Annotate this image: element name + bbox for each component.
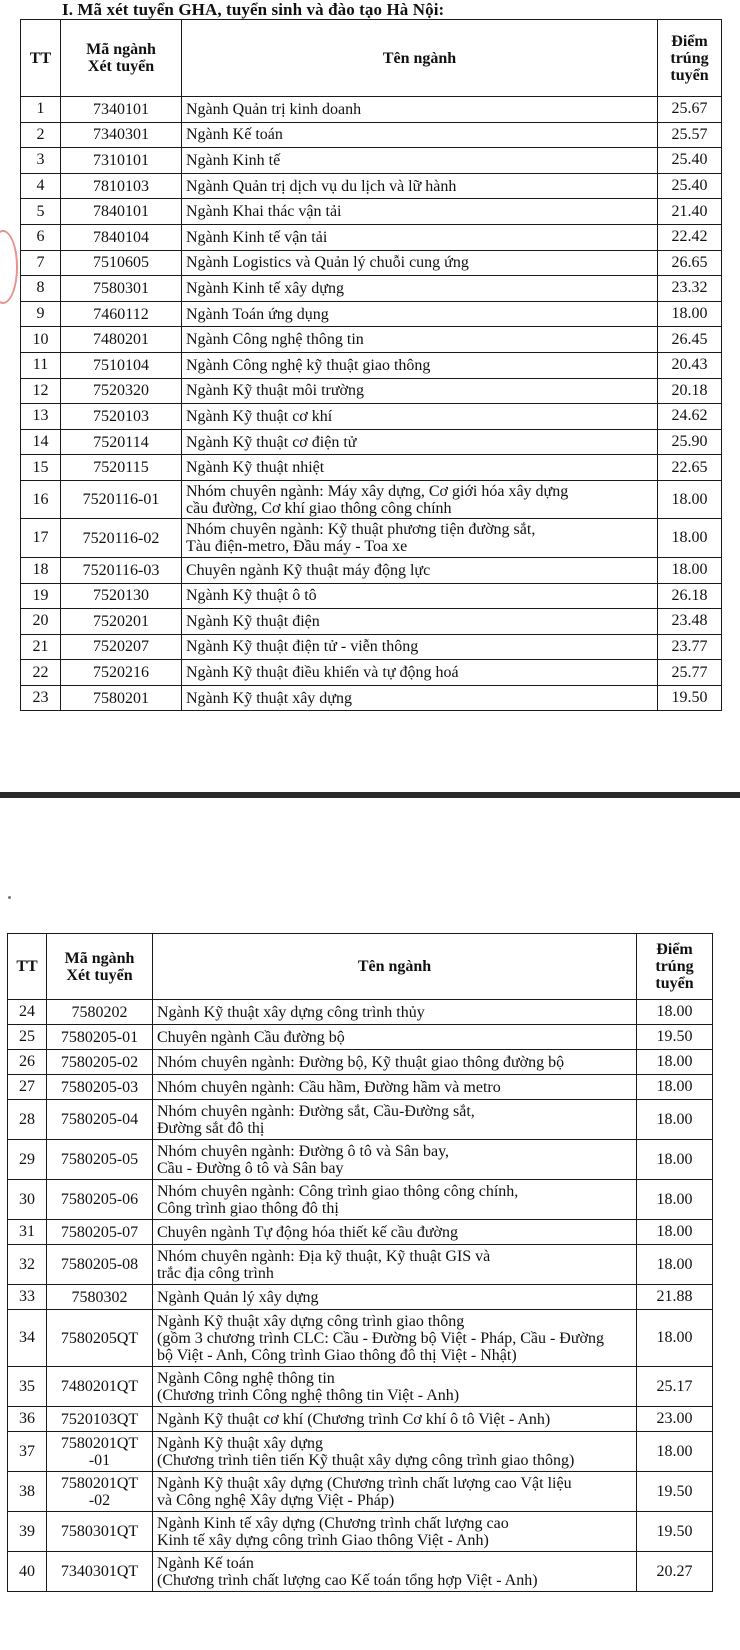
row-number: 9 [21, 301, 61, 327]
major-name: Ngành Kỹ thuật điện tử - viễn thông [182, 634, 658, 660]
table-row [21, 519, 722, 558]
major-name: Ngành Quản trị dịch vụ du lịch và lữ hành [182, 173, 658, 199]
red-stamp-mark [0, 230, 18, 304]
major-name: Ngành Kỹ thuật ô tô [182, 583, 658, 609]
major-name: Ngành Quản trị kinh doanh [182, 97, 658, 123]
major-code: 7580205-07 [47, 1220, 153, 1245]
table-row [21, 583, 722, 609]
major-name: Ngành Kế toán [182, 122, 658, 148]
major-name: Ngành Công nghệ thông tin [182, 327, 658, 353]
major-name: Nhóm chuyên ngành: Kỹ thuật phương tiện đường sắt, Tàu điện-metro, Đầu máy - Toa xe [182, 519, 658, 558]
major-code: 7340301QT [47, 1552, 153, 1592]
major-code: 7580301 [61, 276, 182, 302]
cutoff-score: 26.45 [658, 327, 722, 353]
row-number: 31 [8, 1220, 47, 1245]
table-row [21, 634, 722, 660]
major-name: Ngành Công nghệ kỹ thuật giao thông [182, 352, 658, 378]
header-score: Điểm trúng tuyển [637, 934, 713, 1000]
major-code: 7580205-04 [47, 1100, 153, 1140]
table-row [21, 378, 722, 404]
cutoff-score: 25.77 [658, 660, 722, 686]
row-number: 12 [21, 378, 61, 404]
row-number: 4 [21, 173, 61, 199]
table-row [21, 224, 722, 250]
table-row [21, 352, 722, 378]
cutoff-score: 25.17 [637, 1367, 713, 1407]
row-number: 3 [21, 148, 61, 174]
major-name: Nhóm chuyên ngành: Cầu hầm, Đường hầm và metro [153, 1075, 637, 1100]
table-row [21, 404, 722, 430]
cutoff-score: 25.40 [658, 148, 722, 174]
cutoff-score: 25.40 [658, 173, 722, 199]
major-code: 7580205-06 [47, 1180, 153, 1220]
table-row [21, 557, 722, 583]
table-row [8, 1367, 713, 1407]
major-name: Ngành Kỹ thuật điện [182, 609, 658, 635]
major-name: Ngành Quản lý xây dựng [153, 1285, 637, 1310]
cutoff-score: 18.00 [637, 1075, 713, 1100]
table-row [21, 301, 722, 327]
table-body [21, 97, 722, 711]
cutoff-score: 19.50 [637, 1512, 713, 1552]
table-row [21, 199, 722, 225]
major-code: 7340301 [61, 122, 182, 148]
major-code: 7580302 [47, 1285, 153, 1310]
major-name: Ngành Kỹ thuật môi trường [182, 378, 658, 404]
major-code: 7510104 [61, 352, 182, 378]
major-name: Nhóm chuyên ngành: Đường bộ, Kỹ thuật giao thông đường bộ [153, 1050, 637, 1075]
cutoff-score: 19.50 [637, 1025, 713, 1050]
section-title: I. Mã xét tuyển GHA, tuyển sinh và đào tạo Hà Nội: [62, 0, 445, 19]
cutoff-score: 25.90 [658, 429, 722, 455]
major-name: Ngành Kinh tế vận tải [182, 224, 658, 250]
cutoff-score: 22.65 [658, 455, 722, 481]
row-number: 35 [8, 1367, 47, 1407]
header-tt: TT [21, 20, 61, 97]
major-code: 7340101 [61, 97, 182, 123]
cutoff-score: 23.77 [658, 634, 722, 660]
table-row [8, 1140, 713, 1180]
cutoff-score: 18.00 [637, 1245, 713, 1285]
row-number: 8 [21, 276, 61, 302]
row-number: 37 [8, 1432, 47, 1472]
major-name: Ngành Kinh tế xây dựng [182, 276, 658, 302]
table-row [21, 250, 722, 276]
row-number: 21 [21, 634, 61, 660]
cutoff-score: 18.00 [637, 1050, 713, 1075]
major-name: Ngành Kỹ thuật cơ khí [182, 404, 658, 430]
cutoff-score: 18.00 [637, 1140, 713, 1180]
major-code: 7580205-08 [47, 1245, 153, 1285]
row-number: 10 [21, 327, 61, 353]
table-row [21, 122, 722, 148]
cutoff-score: 18.00 [637, 1100, 713, 1140]
row-number: 39 [8, 1512, 47, 1552]
cutoff-score: 20.27 [637, 1552, 713, 1592]
major-code: 7520320 [61, 378, 182, 404]
row-number: 29 [8, 1140, 47, 1180]
major-name: Ngành Kỹ thuật điều khiển và tự động hoá [182, 660, 658, 686]
major-name: Ngành Công nghệ thông tin (Chương trình Công nghệ thông tin Việt - Anh) [153, 1367, 637, 1407]
cutoff-score: 20.43 [658, 352, 722, 378]
header-name: Tên ngành [182, 20, 658, 97]
table-row [21, 429, 722, 455]
table-header-row [8, 934, 713, 1000]
major-code: 7520116-01 [61, 480, 182, 519]
cutoff-score: 18.00 [637, 1432, 713, 1472]
row-number: 34 [8, 1310, 47, 1367]
major-name: Ngành Kỹ thuật xây dựng công trình giao thông (gồm 3 chương trình CLC: Cầu - Đường bộ Việt - Pháp, Cầu - Đường bộ Việt - Anh, Công trình Giao thông đô thị Việt - Nhật) [153, 1310, 637, 1367]
table-row [8, 1407, 713, 1432]
row-number: 33 [8, 1285, 47, 1310]
table-row [21, 660, 722, 686]
table-header-row [21, 20, 722, 97]
row-number: 11 [21, 352, 61, 378]
row-number: 7 [21, 250, 61, 276]
major-name: Chuyên ngành Tự động hóa thiết kế cầu đường [153, 1220, 637, 1245]
major-name: Nhóm chuyên ngành: Địa kỹ thuật, Kỹ thuật GIS và trắc địa công trình [153, 1245, 637, 1285]
major-code: 7840104 [61, 224, 182, 250]
cutoff-score: 18.00 [637, 1000, 713, 1025]
table-row [8, 1050, 713, 1075]
table-row [8, 1220, 713, 1245]
row-number: 25 [8, 1025, 47, 1050]
cutoff-score: 21.40 [658, 199, 722, 225]
table-row [8, 1512, 713, 1552]
major-name: Nhóm chuyên ngành: Công trình giao thông công chính, Công trình giao thông đô thị [153, 1180, 637, 1220]
table-row [21, 97, 722, 123]
major-name: Ngành Kỹ thuật xây dựng (Chương trình tiên tiến Kỹ thuật xây dựng công trình giao thông) [153, 1432, 637, 1472]
major-name: Ngành Toán ứng dụng [182, 301, 658, 327]
major-name: Ngành Kỹ thuật cơ khí (Chương trình Cơ khí ô tô Việt - Anh) [153, 1407, 637, 1432]
row-number: 13 [21, 404, 61, 430]
major-code: 7520207 [61, 634, 182, 660]
major-code: 7580301QT [47, 1512, 153, 1552]
major-code: 7580205QT [47, 1310, 153, 1367]
major-name: Ngành Kinh tế xây dựng (Chương trình chất lượng cao Kinh tế xây dựng công trình Giao thông Việt - Anh) [153, 1512, 637, 1552]
major-name: Ngành Kỹ thuật xây dựng công trình thủy [153, 1000, 637, 1025]
cutoff-score: 18.00 [658, 557, 722, 583]
major-code: 7460112 [61, 301, 182, 327]
major-code: 7520114 [61, 429, 182, 455]
major-code: 7580205-01 [47, 1025, 153, 1050]
cutoff-score: 23.32 [658, 276, 722, 302]
scan-dot [8, 896, 11, 899]
major-name: Ngành Kinh tế [182, 148, 658, 174]
header-name: Tên ngành [153, 934, 637, 1000]
table-row [8, 1552, 713, 1592]
major-code: 7810103 [61, 173, 182, 199]
cutoff-score: 18.00 [658, 301, 722, 327]
row-number: 20 [21, 609, 61, 635]
table-row [21, 685, 722, 711]
cutoff-score: 18.00 [658, 519, 722, 558]
major-name: Nhóm chuyên ngành: Đường sắt, Cầu-Đường sắt, Đường sắt đô thị [153, 1100, 637, 1140]
major-code: 7580205-02 [47, 1050, 153, 1075]
row-number: 26 [8, 1050, 47, 1075]
major-name: Ngành Logistics và Quản lý chuỗi cung ứng [182, 250, 658, 276]
major-code: 7580201QT -01 [47, 1432, 153, 1472]
table-row [8, 1025, 713, 1050]
header-score: Điểm trúng tuyển [658, 20, 722, 97]
major-name: Ngành Kỹ thuật nhiệt [182, 455, 658, 481]
major-code: 7840101 [61, 199, 182, 225]
admission-table-1 [20, 19, 722, 711]
major-code: 7520103 [61, 404, 182, 430]
row-number: 36 [8, 1407, 47, 1432]
row-number: 19 [21, 583, 61, 609]
cutoff-score: 22.42 [658, 224, 722, 250]
major-name: Ngành Kỹ thuật cơ điện tử [182, 429, 658, 455]
table-row [8, 1075, 713, 1100]
cutoff-score: 20.18 [658, 378, 722, 404]
row-number: 2 [21, 122, 61, 148]
major-code: 7520116-03 [61, 557, 182, 583]
major-name: Chuyên ngành Kỹ thuật máy động lực [182, 557, 658, 583]
cutoff-score: 18.00 [658, 480, 722, 519]
major-code: 7480201 [61, 327, 182, 353]
admission-table-2 [7, 933, 713, 1592]
table-row [8, 1432, 713, 1472]
table-row [21, 148, 722, 174]
major-code: 7520201 [61, 609, 182, 635]
row-number: 16 [21, 480, 61, 519]
cutoff-score: 24.62 [658, 404, 722, 430]
cutoff-score: 25.67 [658, 97, 722, 123]
header-tt: TT [8, 934, 47, 1000]
cutoff-score: 19.50 [637, 1472, 713, 1512]
major-code: 7480201QT [47, 1367, 153, 1407]
row-number: 17 [21, 519, 61, 558]
table-row [8, 1472, 713, 1512]
major-code: 7580201QT -02 [47, 1472, 153, 1512]
major-name: Ngành Kỹ thuật xây dựng [182, 685, 658, 711]
cutoff-score: 26.65 [658, 250, 722, 276]
major-code: 7580201 [61, 685, 182, 711]
row-number: 15 [21, 455, 61, 481]
table-row [21, 455, 722, 481]
major-code: 7510605 [61, 250, 182, 276]
row-number: 5 [21, 199, 61, 225]
major-code: 7520216 [61, 660, 182, 686]
major-code: 7520103QT [47, 1407, 153, 1432]
major-code: 7310101 [61, 148, 182, 174]
cutoff-score: 25.57 [658, 122, 722, 148]
cutoff-score: 26.18 [658, 583, 722, 609]
table-row [21, 276, 722, 302]
table-body [8, 1000, 713, 1592]
row-number: 38 [8, 1472, 47, 1512]
row-number: 24 [8, 1000, 47, 1025]
major-code: 7520130 [61, 583, 182, 609]
cutoff-score: 23.48 [658, 609, 722, 635]
row-number: 23 [21, 685, 61, 711]
page-divider [0, 792, 740, 798]
major-name: Chuyên ngành Cầu đường bộ [153, 1025, 637, 1050]
table-row [8, 1180, 713, 1220]
table-row [21, 327, 722, 353]
cutoff-score: 21.88 [637, 1285, 713, 1310]
major-name: Ngành Kỹ thuật xây dựng (Chương trình chất lượng cao Vật liệu và Công nghệ Xây dựng Việt - Pháp) [153, 1472, 637, 1512]
cutoff-score: 23.00 [637, 1407, 713, 1432]
major-name: Nhóm chuyên ngành: Đường ô tô và Sân bay, Cầu - Đường ô tô và Sân bay [153, 1140, 637, 1180]
row-number: 40 [8, 1552, 47, 1592]
row-number: 1 [21, 97, 61, 123]
table-row [21, 609, 722, 635]
major-name: Ngành Kế toán (Chương trình chất lượng cao Kế toán tổng hợp Việt - Anh) [153, 1552, 637, 1592]
major-code: 7520116-02 [61, 519, 182, 558]
row-number: 6 [21, 224, 61, 250]
header-code: Mã ngành Xét tuyển [61, 20, 182, 97]
row-number: 14 [21, 429, 61, 455]
cutoff-score: 18.00 [637, 1220, 713, 1245]
table-row [21, 480, 722, 519]
major-code: 7520115 [61, 455, 182, 481]
major-code: 7580205-05 [47, 1140, 153, 1180]
row-number: 32 [8, 1245, 47, 1285]
table-row [8, 1245, 713, 1285]
major-name: Nhóm chuyên ngành: Máy xây dựng, Cơ giới hóa xây dựng cầu đường, Cơ khí giao thông công chính [182, 480, 658, 519]
major-name: Ngành Khai thác vận tải [182, 199, 658, 225]
table-row [8, 1285, 713, 1310]
cutoff-score: 18.00 [637, 1180, 713, 1220]
major-code: 7580202 [47, 1000, 153, 1025]
row-number: 22 [21, 660, 61, 686]
row-number: 18 [21, 557, 61, 583]
table-row [21, 173, 722, 199]
table-row [8, 1100, 713, 1140]
row-number: 27 [8, 1075, 47, 1100]
major-code: 7580205-03 [47, 1075, 153, 1100]
row-number: 28 [8, 1100, 47, 1140]
table-row [8, 1000, 713, 1025]
cutoff-score: 18.00 [637, 1310, 713, 1367]
table-row [8, 1310, 713, 1367]
header-code: Mã ngành Xét tuyển [47, 934, 153, 1000]
row-number: 30 [8, 1180, 47, 1220]
cutoff-score: 19.50 [658, 685, 722, 711]
